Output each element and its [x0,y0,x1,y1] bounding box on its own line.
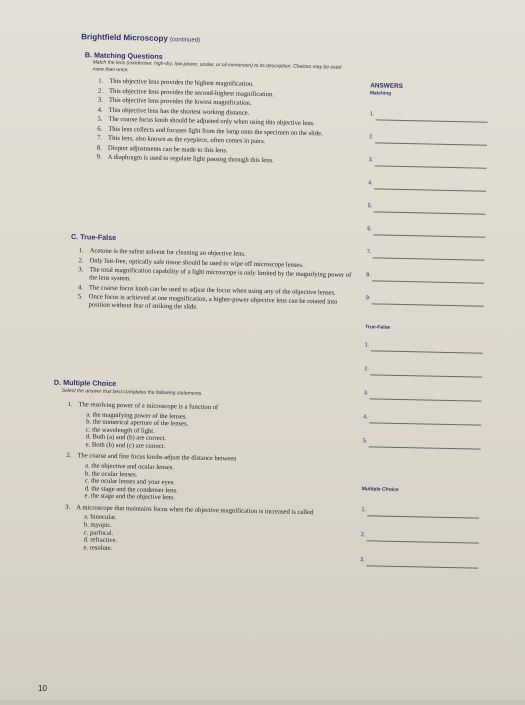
item-number: 2. [66,452,72,460]
answer-number: 5. [362,438,368,445]
item-text: This lens, also known as the eyepiece, often comes in pairs. [107,134,266,146]
item-text: Once focus is achieved at one magnification, a higher-power objective lens can be rotated into position without fear of striking the slide. [88,293,338,311]
item-number: 8. [96,144,102,152]
item-number: 1. [67,401,73,409]
answer-option: e. resolute. [83,544,113,552]
answer-option: d. refractive. [83,536,118,545]
item-number: 2. [97,87,104,95]
answer-number: 1. [369,111,375,118]
item-text: A microscope that maintains focus when the objective magnification is increased is called [76,504,314,517]
matching-instructions: Match the lens (condenser, high-dry, low-power, ocular, or oil immersion) to its description. Choices may be used more than once. [92,59,342,74]
answer-blank[interactable] [371,350,483,353]
item-number: 9. [96,153,102,161]
matching-list [97,78,361,169]
answer-number: 2. [360,532,366,539]
answers-heading: ANSWERS [370,82,403,90]
item-number: 5. [77,293,83,301]
answer-blank[interactable] [374,211,486,214]
page-number: 10 [38,684,47,693]
answer-number: 8. [366,272,371,279]
item-number: 1. [98,77,104,85]
answer-option: a. the objective and ocular lenses. [85,462,175,472]
answer-option: c. the wavelength of light. [85,426,155,435]
item-text: Only lint-free, optically safe tissue should be used to wipe off microscope lenses. [89,256,304,269]
answer-number: 1. [364,342,370,349]
answer-number: 1. [361,507,367,514]
answer-blank[interactable] [374,188,486,191]
answer-blank[interactable] [372,303,484,306]
item-number: 5. [97,115,103,123]
item-text: Diopter adjustments can be made to this lens. [107,144,228,154]
answer-option: c. the ocular lenses and your eyes. [84,477,176,487]
answer-number: 2. [364,366,370,373]
item-text: The coarse focus knob should be adjusted only when using this objective lens. [108,115,315,128]
answer-number: 3. [360,557,366,564]
answer-option: e. the stage and the objective lens. [84,492,175,502]
answer-number: 6. [367,226,372,233]
truefalse-list [77,247,358,316]
answer-option: c. parfocal. [83,529,114,537]
header-title: Brightfield Microscopy [81,32,168,44]
item-number: 4. [97,106,103,114]
item-text: This objective lens provides the lowest magnification. [108,96,252,107]
item-number: 2. [78,256,84,264]
item-text: A diaphragm is used to regulate light passing through this lens. [107,153,274,165]
item-text: The coarse and fine focus knobs adjust the distance between [77,452,237,464]
answer-blank[interactable] [375,142,487,145]
item-number: 4. [77,283,83,291]
item-number: 6. [97,125,103,133]
item-number: 3. [65,503,71,512]
answer-number: 9. [365,295,371,302]
answer-blank[interactable] [376,119,488,122]
item-number: 1. [78,247,84,255]
answer-option: a. the magnifying power of the lenses. [86,410,188,421]
mc-list [64,401,357,561]
item-text: The resolving power of a microscope is a function of [78,401,219,412]
answer-option: e. Both (b) and (c) are correct. [85,441,166,450]
answer-number: 3. [368,157,374,164]
answers-tf-label: True-False [365,324,391,331]
item-text: This lens collects and focuses light from the lamp onto the specimen on the slide. [108,125,323,137]
header-continued: (continued) [169,37,201,44]
answers-mc-label: Multiple Choice [361,486,399,493]
answer-option: b. the ocular lenses. [84,469,138,479]
answer-number: 5. [367,203,373,210]
answer-blank[interactable] [373,257,485,260]
answer-blank[interactable] [369,446,481,449]
answers-matching-label: Matching [370,91,392,97]
answer-option: d. Both (a) and (b) are correct. [85,433,167,443]
item-text: The coarse focus knob can be used to adjust the focus when using any of the objective lenses. [88,283,336,297]
answer-number: 7. [366,249,372,256]
answer-blank[interactable] [372,280,484,283]
truefalse-heading: C. True-False [70,232,117,242]
mc-instructions: Select the answer that best completes the following statements. [61,387,203,397]
answer-blank[interactable] [375,165,487,168]
answer-blank[interactable] [367,540,479,543]
answer-blank[interactable] [366,565,478,568]
answer-option: b. myopic. [83,521,113,529]
item-number: 3. [78,266,84,274]
answer-option: b. the numerical aperture of the lenses. [86,418,189,428]
answer-blank[interactable] [370,374,482,377]
answer-blank[interactable] [370,398,482,401]
answer-number: 4. [363,414,369,421]
matching-heading: B. Matching Questions [84,50,163,61]
item-number: 7. [96,134,103,142]
answer-blank[interactable] [373,234,485,237]
answer-number: 2. [369,134,374,141]
mc-heading: D. Multiple Choice [53,377,117,389]
answer-blank[interactable] [367,515,479,518]
answer-number: 3. [363,390,369,397]
item-text: This objective lens provides the highest magnification. [109,77,254,88]
answer-option: d. the stage and the condenser lens. [84,485,178,495]
item-text: The total magnification capability of a light microscope is only limited by the magnifying power of the lens system. [89,266,352,283]
item-text: This objective lens has the shortest working distance. [108,106,250,117]
answer-blank[interactable] [369,422,481,425]
item-text: Acetone is the safest solvent for cleaning an objective lens. [89,247,246,258]
page-header [81,32,200,43]
answer-number: 4. [368,180,373,187]
item-text: This objective lens provides the second-highest magnification. [108,87,275,98]
answer-option: a. binocular. [84,513,117,522]
item-number: 3. [97,96,103,104]
